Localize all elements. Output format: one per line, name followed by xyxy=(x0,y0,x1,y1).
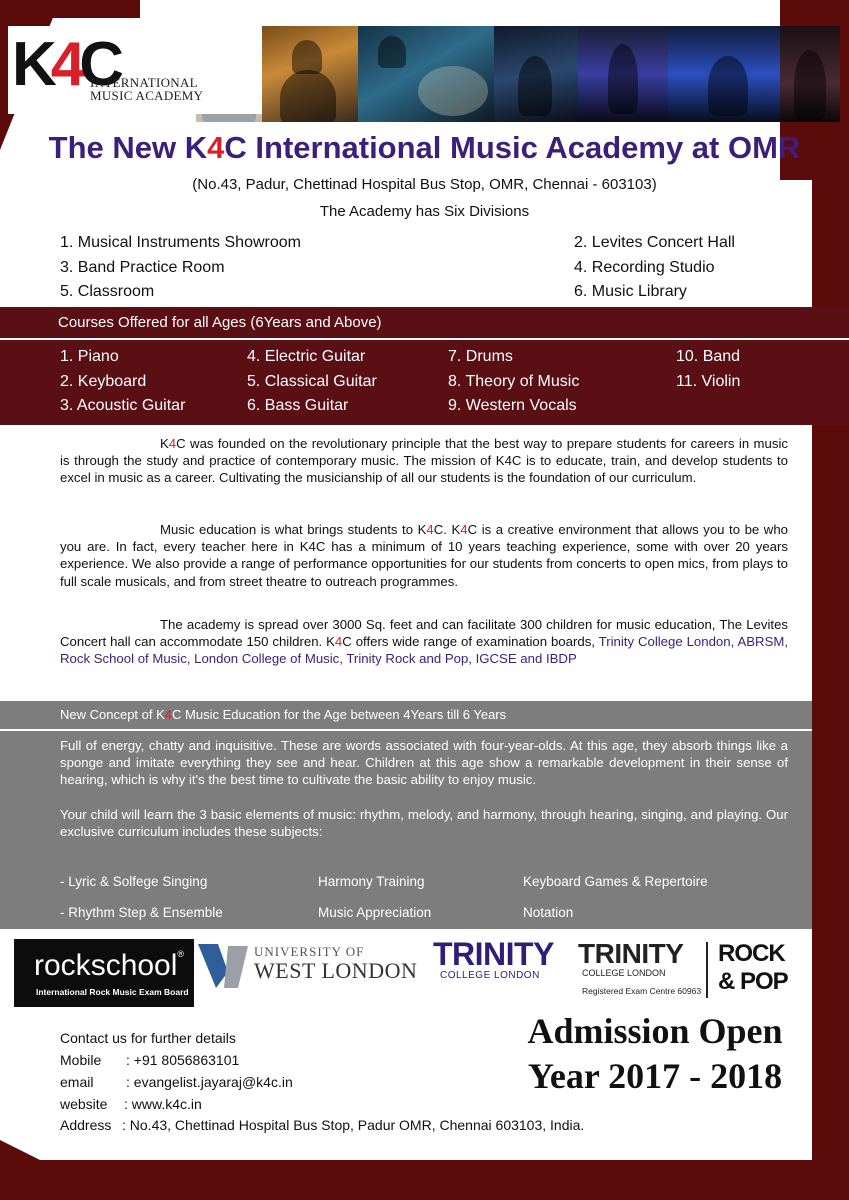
course-item: 10. Band xyxy=(676,348,741,365)
early-years-heading: New Concept of K4C Music Education for the Age between 4Years till 6 Years xyxy=(60,707,507,722)
photo-guitarist xyxy=(262,26,358,122)
logo-text: INTERNATIONAL MUSIC ACADEMY xyxy=(90,75,204,103)
divisions-subtitle: The Academy has Six Divisions xyxy=(319,203,530,220)
division-item: 3. Band Practice Room xyxy=(60,259,225,276)
subject-item: Keyboard Games & Repertoire xyxy=(523,874,708,889)
about-paragraph-1: K4C was founded on the revolutionary principle that the best way to prepare students for careers in music is through the study and practice of contemporary music. The mission of K4C is to educate, train, and develop students to excel in music as a career. Cultivating the musicianship of all our students is the foundation of our curriculum. xyxy=(60,436,788,486)
course-item: 8. Theory of Music xyxy=(448,373,580,390)
subject-item: - Lyric & Solfege Singing xyxy=(60,874,208,889)
rockschool-wordmark: rockschool® xyxy=(34,949,185,982)
course-item: 3. Acoustic Guitar xyxy=(60,397,186,414)
course-item: 7. Drums xyxy=(448,348,513,365)
trinity-rockpop-main: TRINITY xyxy=(578,938,684,969)
contact-label: website xyxy=(60,1096,108,1112)
pop-wordmark: & POP xyxy=(718,968,788,995)
course-item: 4. Electric Guitar xyxy=(247,348,366,365)
academy-logo xyxy=(8,26,262,114)
division-item: 6. Music Library xyxy=(574,283,687,300)
subject-item: Harmony Training xyxy=(318,874,425,889)
photo-drummer xyxy=(358,26,494,122)
contact-address: : No.43, Chettinad Hospital Bus Stop, Padur OMR, Chennai 603103, India. xyxy=(122,1117,585,1133)
contact-label: Mobile xyxy=(60,1052,102,1068)
photo-performer xyxy=(780,26,840,122)
logo-divider xyxy=(706,942,708,998)
contact-website[interactable]: : www.k4c.in xyxy=(124,1096,202,1112)
course-item: 5. Classical Guitar xyxy=(247,373,377,390)
courses-heading: Courses Offered for all Ages (6Years and Above) xyxy=(58,314,382,331)
photo-stage-band xyxy=(668,26,780,122)
uwl-emblem-icon xyxy=(198,944,250,988)
contact-label: email xyxy=(60,1074,94,1090)
subject-item: - Rhythm Step & Ensemble xyxy=(60,905,223,920)
course-item: 11. Violin xyxy=(676,373,741,390)
contact-mobile[interactable]: : +91 8056863101 xyxy=(126,1052,240,1068)
academy-address: (No.43, Padur, Chettinad Hospital Bus Stop, OMR, Chennai - 603103) xyxy=(192,176,657,193)
uwl-logo-main: WEST LONDON xyxy=(254,958,418,983)
admission-year: Year 2017 - 2018 xyxy=(527,1056,783,1096)
about-paragraph-2: Music education is what brings students to K4C. K4C is a creative environment that allows you to be who you are. In fact, every teacher here in K4C has a minimum of 10 years teaching experience, some with over 20 years experience. We also provide a range of performance opportunities for our students from concerts to open mics, from plays to full scale musicals, and from street theatre to outreach programmes. xyxy=(60,522,788,589)
early-years-divider xyxy=(0,729,812,731)
contact-heading: Contact us for further details xyxy=(60,1030,236,1046)
division-item: 1. Musical Instruments Showroom xyxy=(60,234,301,251)
course-item: 6. Bass Guitar xyxy=(247,397,349,414)
logo-mark: K4C xyxy=(12,30,119,99)
rockschool-tagline: International Rock Music Exam Board xyxy=(36,987,189,997)
course-item: 1. Piano xyxy=(60,348,119,365)
bottom-left-wedge xyxy=(0,1140,120,1200)
trinity-rockpop-sub: COLLEGE LONDON xyxy=(582,968,666,978)
courses-divider xyxy=(0,338,849,340)
photo-drum-kit xyxy=(494,26,578,122)
photo-keyboardist xyxy=(578,26,668,122)
page-title: The New K4C International Music Academy at OMR xyxy=(48,130,801,165)
division-item: 2. Levites Concert Hall xyxy=(574,234,735,251)
division-item: 5. Classroom xyxy=(60,283,155,300)
subject-item: Notation xyxy=(523,905,574,920)
early-years-paragraph-1: Full of energy, chatty and inquisitive. These are words associated with four-year-olds. At this age, they absorb things like a sponge and imitate everything they see and hear. Children at this age show a remarkable development in their sense of hearing, which is why it's the best time to cultivate the basic ability to enjoy music. xyxy=(60,738,788,788)
contact-email[interactable]: : evangelist.jayaraj@k4c.in xyxy=(126,1074,293,1090)
trinity-logo-main: TRINITY xyxy=(433,936,554,972)
subject-item: Music Appreciation xyxy=(318,905,432,920)
contact-label: Address xyxy=(60,1117,112,1133)
rockschool-logo xyxy=(14,939,194,1007)
about-paragraph-3: The academy is spread over 3000 Sq. feet and can facilitate 300 children for music education, The Levites Concert hall can accommodate 150 children. K4C offers wide range of examination boards, Trinity College London, ABRSM, Rock School of Music, London College of Music, Trinity Rock and Pop, IGCSE and IBDP xyxy=(60,617,789,667)
admission-open-heading: Admission Open xyxy=(527,1011,783,1051)
early-years-paragraph-2: Your child will learn the 3 basic elements of music: rhythm, melody, and harmony, through hearing, singing, and playing. Our exclusive curriculum includes these subjects: xyxy=(60,807,788,840)
course-item: 9. Western Vocals xyxy=(448,397,577,414)
uwl-logo-top: UNIVERSITY OF xyxy=(254,944,365,959)
bottom-edge-band xyxy=(0,1160,849,1200)
trinity-logo-sub: COLLEGE LONDON xyxy=(440,970,540,981)
division-item: 4. Recording Studio xyxy=(574,259,715,276)
course-item: 2. Keyboard xyxy=(60,373,147,390)
exam-centre-number: Registered Exam Centre 60963 xyxy=(582,986,702,996)
rock-wordmark: ROCK xyxy=(718,940,785,967)
